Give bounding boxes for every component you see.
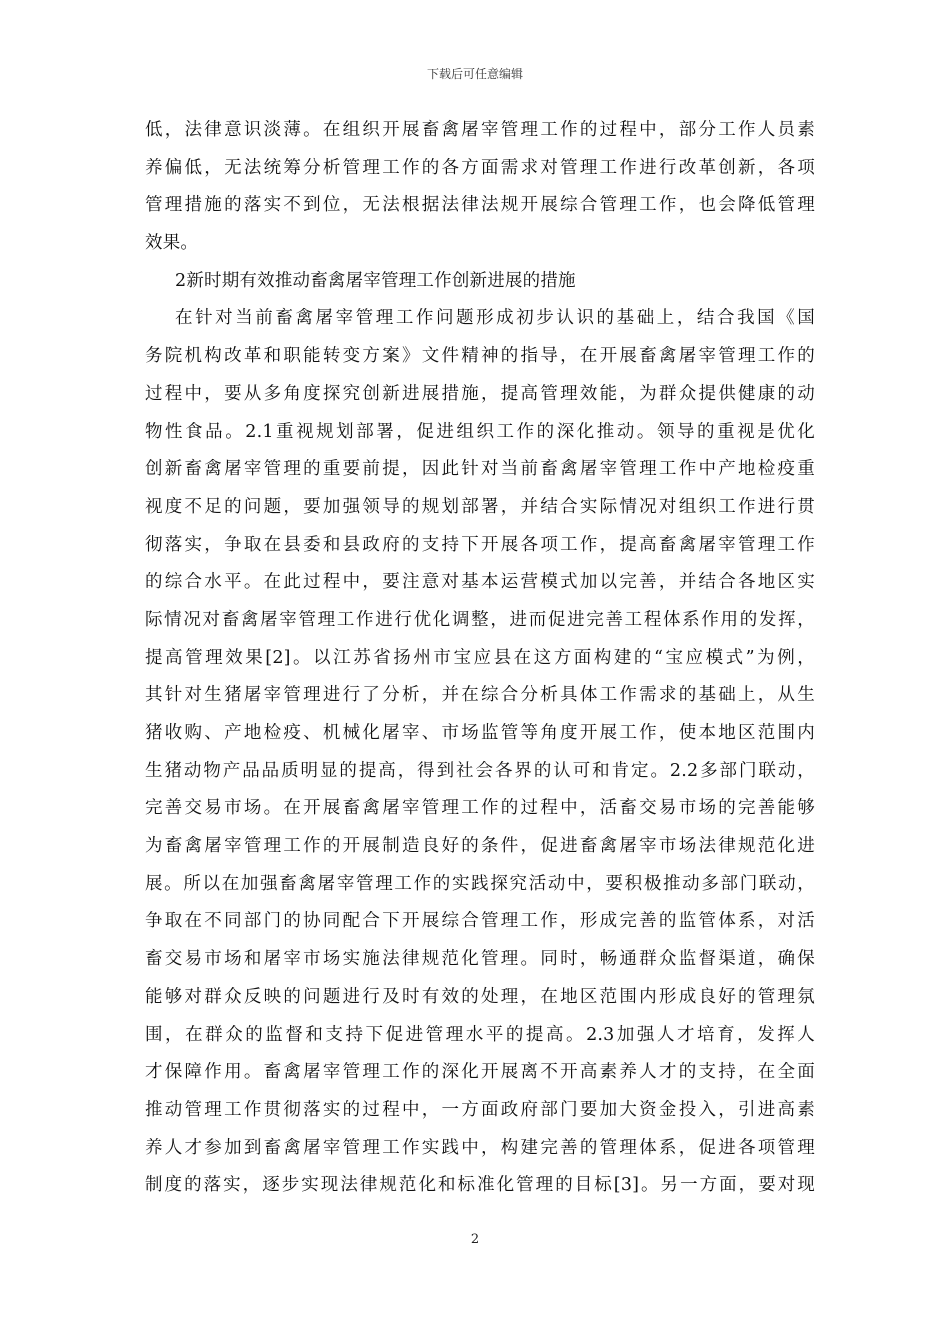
body-line: 低，法律意识淡薄。在组织开展畜禽屠宰管理工作的过程中，部分工作人员素 — [145, 120, 815, 140]
body-line: 养人才参加到畜禽屠宰管理工作实践中，构建完善的管理体系，促进各项管理 — [145, 1137, 815, 1158]
section-heading: 2新时期有效推动畜禽屠宰管理工作创新进展的措施 — [175, 270, 576, 291]
body-line: 为畜禽屠宰管理工作的开展制造良好的条件，促进畜禽屠宰市场法律规范化进 — [145, 836, 815, 857]
body-line: 生猪动物产品品质明显的提高，得到社会各界的认可和肯定。2.2多部门联动， — [145, 760, 815, 781]
body-line: 视度不足的问题，要加强领导的规划部署，并结合实际情况对组织工作进行贯 — [145, 496, 815, 517]
body-line: 物性食品。2.1重视规划部署，促进组织工作的深化推动。领导的重视是优化 — [145, 421, 815, 442]
body-line: 争取在不同部门的协同配合下开展综合管理工作，形成完善的监管体系，对活 — [145, 911, 815, 932]
body-line: 的综合水平。在此过程中，要注意对基本运营模式加以完善，并结合各地区实 — [145, 572, 815, 593]
body-line: 养偏低，无法统筹分析管理工作的各方面需求对管理工作进行改革创新，各项 — [145, 157, 815, 178]
body-line: 能够对群众反映的问题进行及时有效的处理，在地区范围内形成良好的管理氛 — [145, 986, 815, 1007]
body-line: 彻落实，争取在县委和县政府的支持下开展各项工作，提高畜禽屠宰管理工作 — [145, 534, 815, 555]
body-line: 创新畜禽屠宰管理的重要前提，因此针对当前畜禽屠宰管理工作中产地检疫重 — [145, 459, 815, 480]
body-line: 管理措施的落实不到位，无法根据法律法规开展综合管理工作，也会降低管理 — [145, 195, 815, 216]
body-line: 制度的落实，逐步实现法律规范化和标准化管理的目标[3]。另一方面，要对现 — [145, 1175, 815, 1196]
body-line: 务院机构改革和职能转变方案》文件精神的指导，在开展畜禽屠宰管理工作的 — [145, 346, 815, 367]
body-line: 效果。 — [145, 233, 199, 254]
body-line: 畜交易市场和屠宰市场实施法律规范化管理。同时，畅通群众监督渠道，确保 — [145, 949, 815, 970]
body-line: 围，在群众的监督和支持下促进管理水平的提高。2.3加强人才培育，发挥人 — [145, 1024, 815, 1045]
body-line: 提高管理效果[2]。以江苏省扬州市宝应县在这方面构建的“宝应模式”为例， — [145, 647, 815, 668]
body-line: 在针对当前畜禽屠宰管理工作问题形成初步认识的基础上，结合我国《国 — [175, 308, 815, 329]
body-line: 猪收购、产地检疫、机械化屠宰、市场监管等角度开展工作，使本地区范围内 — [145, 723, 815, 743]
page-header: 下载后可任意编辑 — [426, 67, 523, 81]
body-line: 其针对生猪屠宰管理进行了分析，并在综合分析具体工作需求的基础上，从生 — [145, 685, 815, 706]
document-body — [145, 112, 815, 1205]
page-number: 2 — [470, 1232, 480, 1247]
body-line: 推动管理工作贯彻落实的过程中，一方面政府部门要加大资金投入，引进高素 — [145, 1099, 815, 1120]
body-line: 过程中，要从多角度探究创新进展措施，提高管理效能，为群众提供健康的动 — [145, 383, 815, 404]
body-line: 才保障作用。畜禽屠宰管理工作的深化开展离不开高素养人才的支持，在全面 — [145, 1062, 815, 1083]
body-line: 际情况对畜禽屠宰管理工作进行优化调整，进而促进完善工程体系作用的发挥， — [145, 609, 815, 630]
body-line: 完善交易市场。在开展畜禽屠宰管理工作的过程中，活畜交易市场的完善能够 — [145, 798, 815, 819]
body-line: 展。所以在加强畜禽屠宰管理工作的实践探究活动中，要积极推动多部门联动， — [145, 873, 815, 894]
